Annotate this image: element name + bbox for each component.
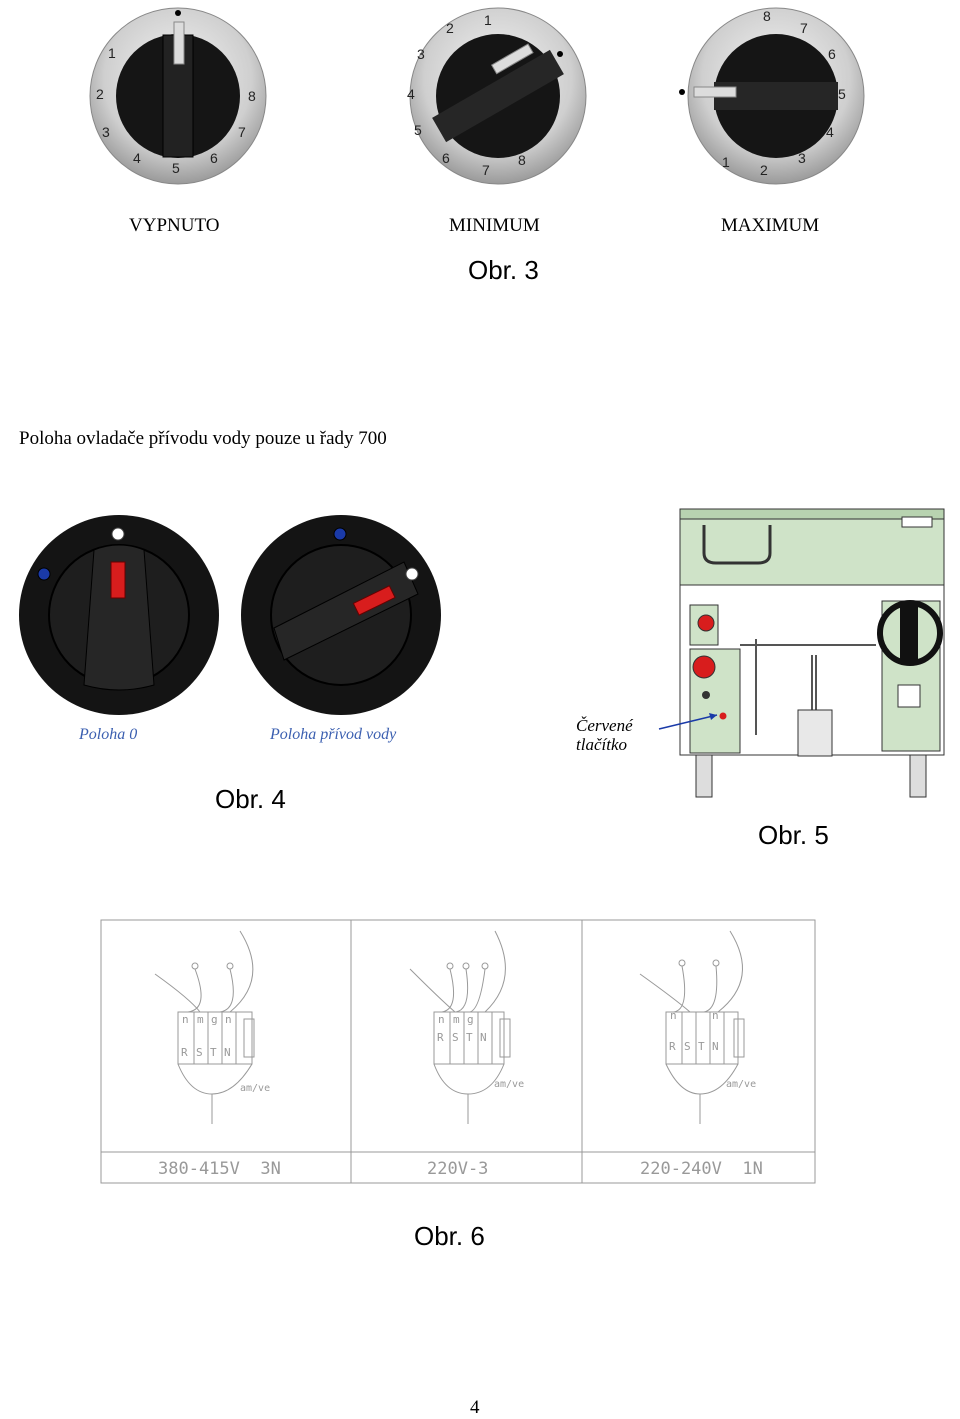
cable-label: am/ve <box>494 1079 525 1090</box>
knob-label-maximum: MAXIMUM <box>721 215 820 236</box>
cable-label: am/ve <box>240 1083 271 1094</box>
figure-3-caption: Obr. 3 <box>468 255 539 285</box>
dial-number: 5 <box>414 122 422 138</box>
figure-4-caption: Obr. 4 <box>215 784 286 814</box>
figure-6-caption: Obr. 6 <box>414 1221 485 1251</box>
terminal-bottom-label: S <box>452 1031 459 1044</box>
wiring-diagrams <box>100 919 817 1186</box>
red-button-callout <box>576 716 633 754</box>
water-knob-diagrams <box>14 510 454 720</box>
dial-number: 6 <box>210 150 218 166</box>
terminal-bottom-label: R <box>181 1046 188 1059</box>
dial-number: 3 <box>798 150 806 166</box>
page-number: 4 <box>470 1397 480 1418</box>
knob-minimum <box>410 8 586 184</box>
dial-number: 3 <box>417 46 425 62</box>
callout-line-2: tlačítko <box>576 735 627 754</box>
voltage-label-3: 220-240V 1N <box>640 1159 763 1179</box>
terminal-bottom-label: R <box>669 1040 676 1053</box>
callout-arrow <box>655 705 735 735</box>
terminal-top-label: n <box>712 1009 719 1022</box>
dial-number: 7 <box>482 162 490 178</box>
terminal-bottom-label: N <box>224 1046 231 1059</box>
water-knob-position-0 <box>19 515 219 715</box>
dial-number: 4 <box>407 86 415 102</box>
water-knob-position-supply <box>241 515 441 715</box>
knob-vypnuto <box>90 8 266 184</box>
terminal-bottom-label: S <box>196 1046 203 1059</box>
terminal-bottom-label: T <box>466 1031 473 1044</box>
dial-number: 4 <box>133 150 141 166</box>
dial-number: 2 <box>96 86 104 102</box>
terminal-top-label: n <box>670 1009 677 1022</box>
callout-line-1: Červené <box>576 716 633 735</box>
figure-5-caption: Obr. 5 <box>758 820 829 850</box>
terminal-bottom-label: T <box>698 1040 705 1053</box>
cable-label: am/ve <box>726 1079 757 1090</box>
dial-number: 6 <box>442 150 450 166</box>
position-water-label: Poloha přívod vody <box>270 726 397 743</box>
dial-number: 4 <box>826 124 834 140</box>
dial-number: 5 <box>838 86 846 102</box>
position-0-label: Poloha 0 <box>79 726 138 743</box>
dial-number: 3 <box>102 124 110 140</box>
terminal-top-label: m <box>453 1013 460 1026</box>
dial-number: 8 <box>518 152 526 168</box>
dial-number: 8 <box>763 8 771 24</box>
knob-maximum <box>679 8 864 184</box>
section-heading: Poloha ovladače přívodu vody pouze u řady 700 <box>19 428 387 449</box>
voltage-label-2: 220V-3 <box>427 1159 489 1179</box>
terminal-bottom-label: S <box>684 1040 691 1053</box>
dial-number: 8 <box>248 88 256 104</box>
terminal-top-label: m <box>197 1013 204 1026</box>
terminal-top-label: n <box>438 1013 445 1026</box>
dial-number: 1 <box>484 12 492 28</box>
dial-number: 2 <box>760 162 768 178</box>
terminal-bottom-label: R <box>437 1031 444 1044</box>
terminal-top-label: n <box>182 1013 189 1026</box>
dial-number: 1 <box>722 154 730 170</box>
terminal-top-label: g <box>467 1013 474 1026</box>
knob-label-vypnuto: VYPNUTO <box>129 215 220 236</box>
terminal-top-label: n <box>225 1013 232 1026</box>
appliance-front-view <box>676 505 951 805</box>
dial-number: 6 <box>828 46 836 62</box>
terminal-bottom-label: N <box>480 1031 487 1044</box>
terminal-top-label: g <box>211 1013 218 1026</box>
dial-number: 5 <box>172 160 180 176</box>
voltage-label-1: 380-415V 3N <box>158 1159 281 1179</box>
dial-number: 7 <box>238 124 246 140</box>
terminal-bottom-label: N <box>712 1040 719 1053</box>
dial-number: 7 <box>800 20 808 36</box>
dial-number: 1 <box>108 45 116 61</box>
terminal-bottom-label: T <box>210 1046 217 1059</box>
knob-diagrams <box>70 0 870 250</box>
knob-label-minimum: MINIMUM <box>449 215 540 236</box>
dial-number: 2 <box>446 20 454 36</box>
